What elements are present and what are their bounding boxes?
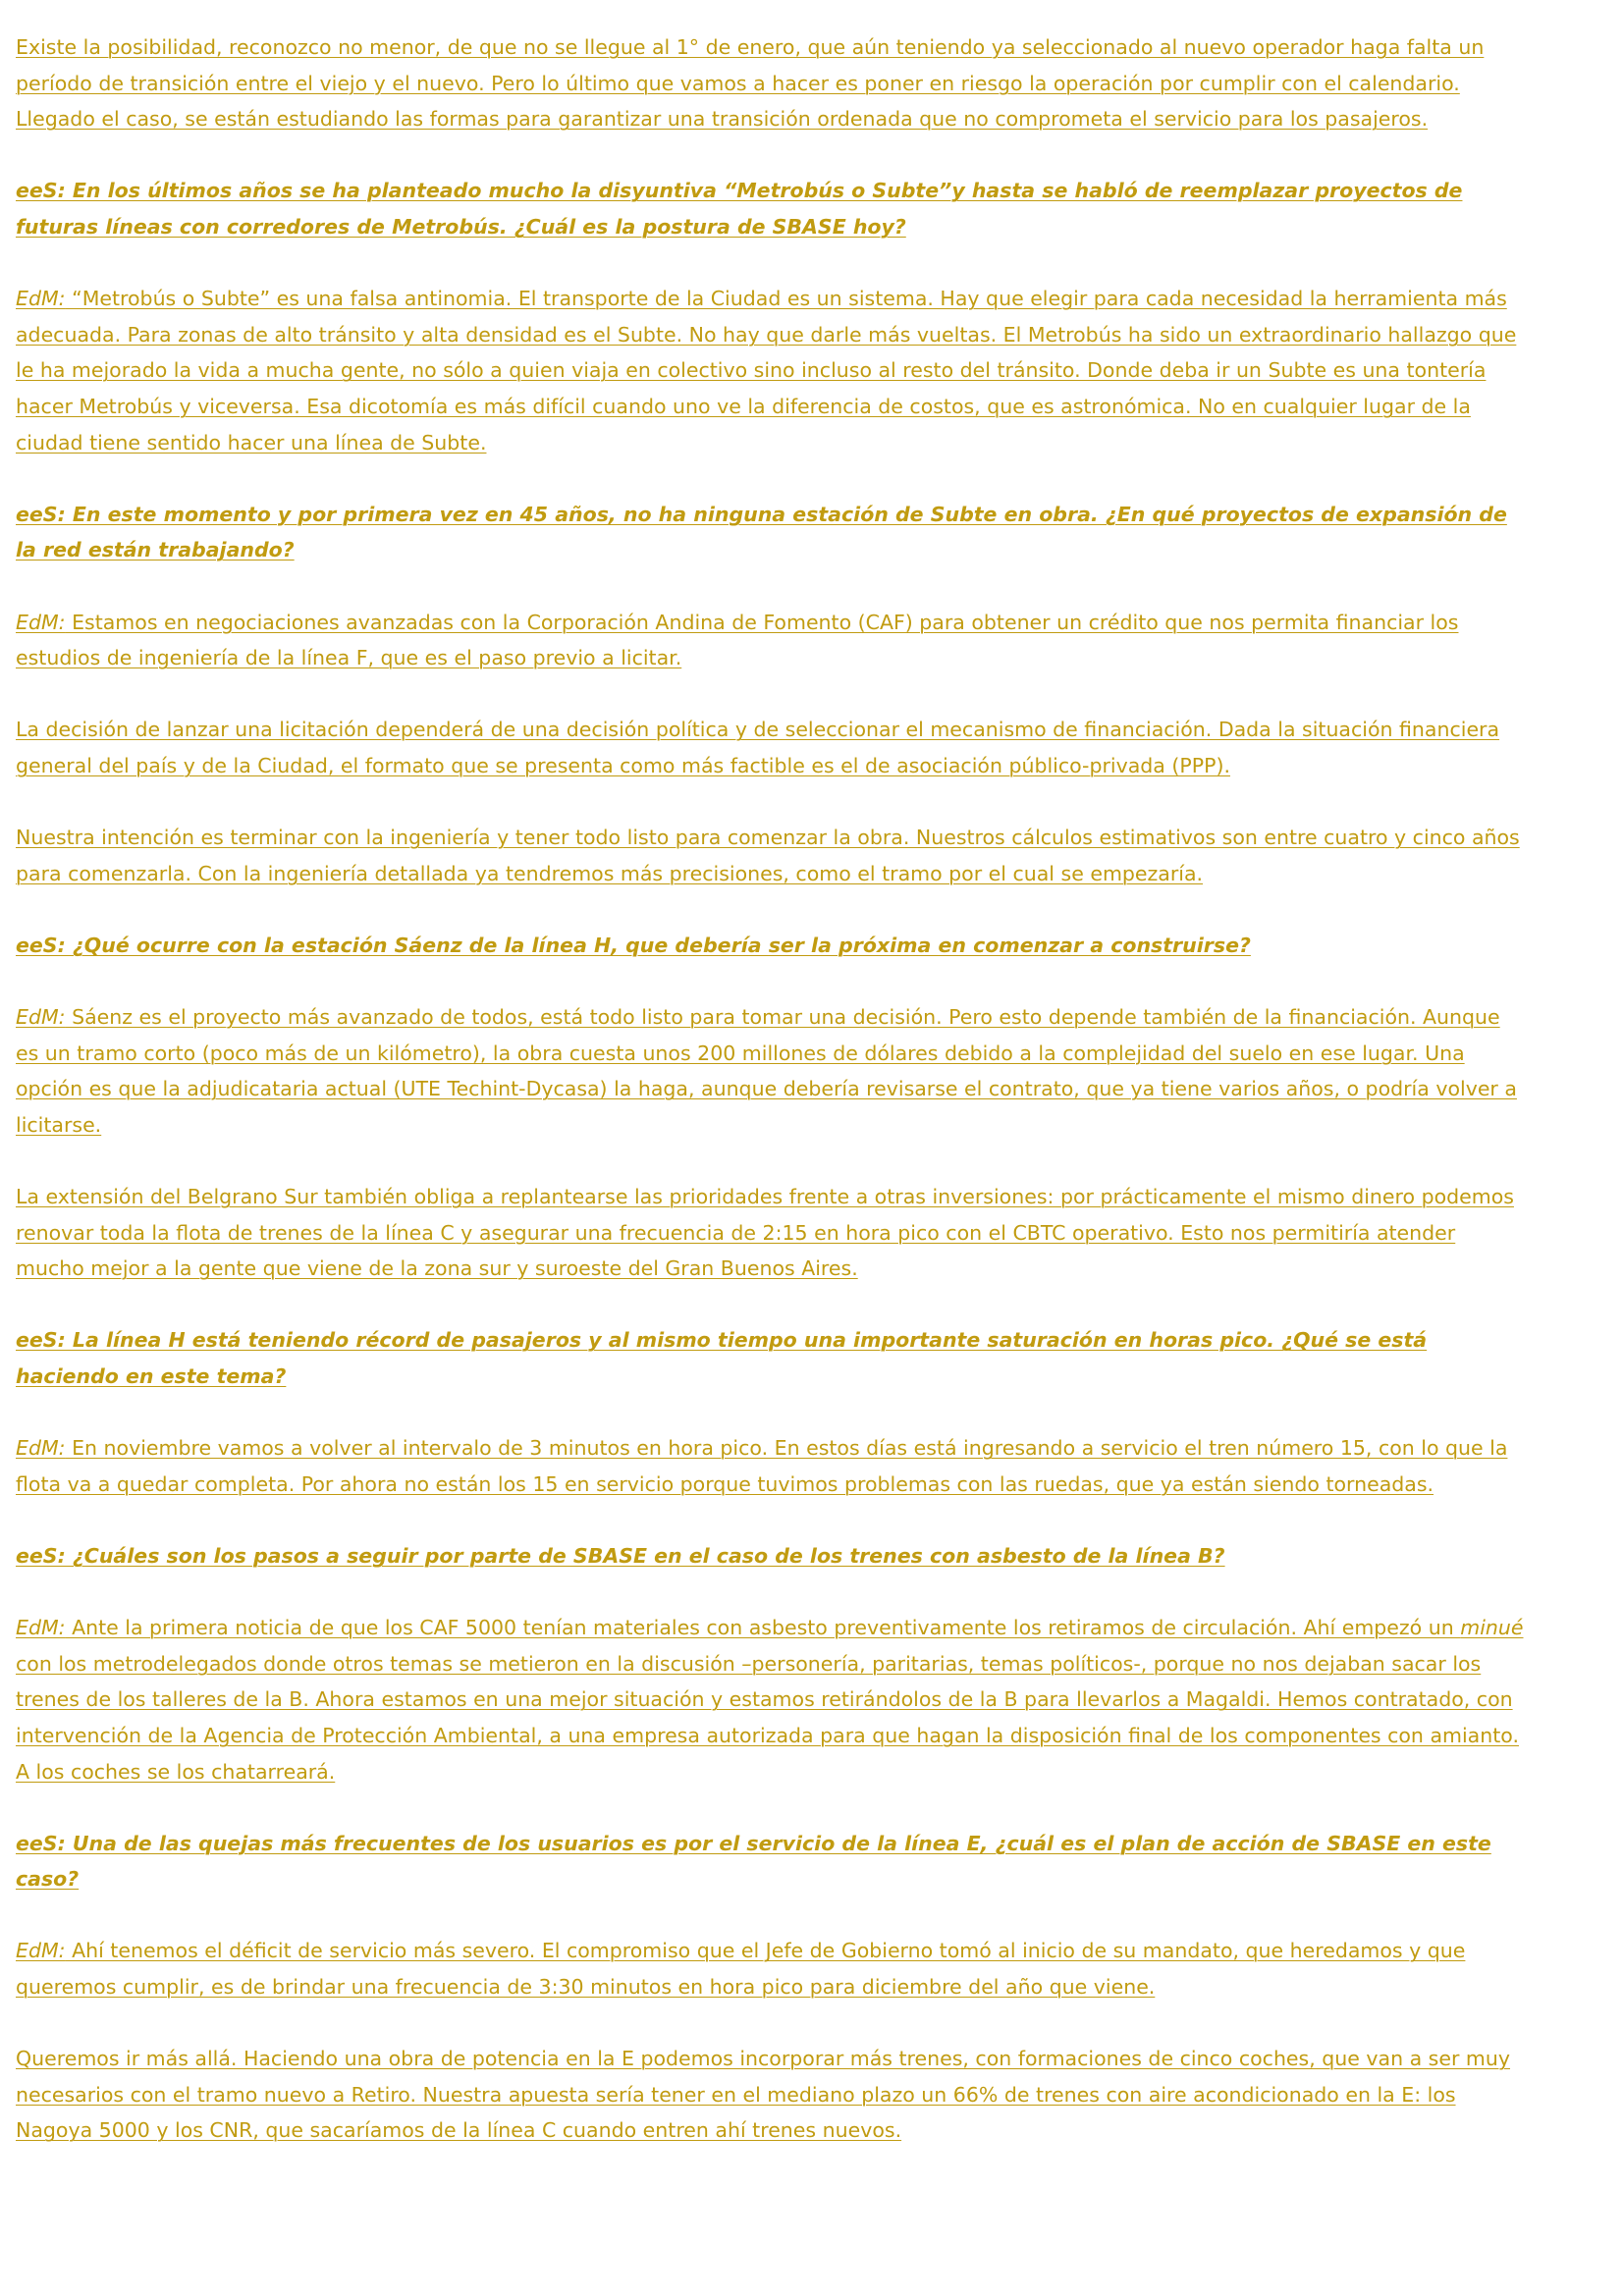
question-text: eeS: ¿Cuáles son los pasos a seguir por parte de SBASE en el caso de los trenes con asbesto de la línea B?	[16, 1543, 1225, 1568]
answer-line-e-service[interactable]	[16, 1933, 1528, 2004]
paragraph-transition[interactable]	[16, 29, 1528, 137]
paragraph-text: La decisión de lanzar una licitación dependerá de una decisión política y de seleccionar el mecanismo de financiación. Dada la situación financiera general del país y de la Ciudad, el formato que se presenta como más factible es el de asociación público-privada (PPP).	[16, 718, 1500, 777]
answer-text: Sáenz es el proyecto más avanzado de todos, está todo listo para tomar una decisión. Pero esto depende también de la financiación. Aunque es un tramo corto (poco más de un kilómetro), la obra cuesta unos 200 millones de dólares debido a la complejidad del suelo en ese lugar. Una opción es que la adjudicataria actual (UTE Techint-Dycasa) la haga, aunque debería revisarse el contrato, que ya tiene varios años, o podría volver a licitarse.	[16, 1005, 1517, 1137]
question-text: eeS: ¿Qué ocurre con la estación Sáenz de la línea H, que debería ser la próxima en comenzar a construirse?	[16, 933, 1251, 957]
answer-text-part-1: Ante la primera noticia de que los CAF 5000 tenían materiales con asbesto preventivamente los retiramos de circulación. Ahí empezó un	[65, 1616, 1461, 1640]
question-asbestos-line-b[interactable]	[16, 1538, 1528, 1575]
answer-saenz-station[interactable]	[16, 999, 1528, 1143]
paragraph-engineering-plan[interactable]	[16, 820, 1528, 891]
answer-text: Estamos en negociaciones avanzadas con la Corporación Andina de Fomento (CAF) para obtener un crédito que nos permita financiar los estudios de ingeniería de la línea F, que es el paso previo a licitar.	[16, 610, 1459, 670]
question-text: eeS: En este momento y por primera vez en 45 años, no ha ninguna estación de Subte en obra. ¿En qué proyectos de expansión de la red están trabajando?	[16, 502, 1507, 562]
paragraph-text: Nuestra intención es terminar con la ingeniería y tener todo listo para comenzar la obra. Nuestros cálculos estimativos son entre cuatro y cinco años para comenzarla. Con la ingeniería detallada ya tendremos más precisiones, como el tramo por el cual se empezaría.	[16, 826, 1520, 885]
paragraph-text: Existe la posibilidad, reconozco no menor, de que no se llegue al 1° de enero, que aún teniendo ya seleccionado al nuevo operador haga falta un período de transición entre el viejo y el nuevo. Pero lo último que vamos a hacer es poner en riesgo la operación por cumplir con el calendario. Llegado el caso, se están estudiando las formas para garantizar una transición ordenada que no comprometa el servicio para los pasajeros.	[16, 35, 1485, 132]
answer-text: Ahí tenemos el déficit de servicio más severo. El compromiso que el Jefe de Gobierno tomó al inicio de su mandato, que heredamos y que queremos cumplir, es de brindar una frecuencia de 3:30 minutos en hora pico para diciembre del año que viene.	[16, 1939, 1466, 2000]
speaker-label: EdM:	[16, 610, 66, 634]
question-expansion-projects[interactable]	[16, 497, 1528, 568]
question-metrobus-or-subte[interactable]	[16, 173, 1528, 244]
answer-expansion-projects[interactable]	[16, 605, 1528, 676]
question-text: eeS: En los últimos años se ha planteado mucho la disyuntiva “Metrobús o Subte”y hasta se habló de reemplazar proyectos de futuras líneas con corredores de Metrobús. ¿Cuál es la postura de SBASE hoy?	[16, 179, 1463, 239]
speaker-label: EdM:	[16, 1939, 66, 1963]
answer-text-part-2: con los metrodelegados donde otros temas se metieron en la discusión –personería, paritarias, temas políticos-, porque no nos dejaban sacar los trenes de los talleres de la B. Ahora estamos en una mejor situación y estamos retirándolos de la B para llevarlos a Magaldi. Hemos contratado, con intervención de la Agencia de Protección Ambiental, a una empresa autorizada para que hagan la disposición final de los componentes con amianto. A los coches se los chatarreará.	[16, 1651, 1519, 1784]
answer-asbestos-line-b[interactable]	[16, 1610, 1528, 1789]
answer-emphasis: minué	[1460, 1616, 1524, 1640]
answer-line-h-saturation[interactable]	[16, 1430, 1528, 1502]
answer-metrobus-or-subte[interactable]	[16, 281, 1528, 460]
question-line-e-service[interactable]	[16, 1826, 1528, 1897]
speaker-label: EdM:	[16, 1616, 66, 1640]
question-text: eeS: Una de las quejas más frecuentes de los usuarios es por el servicio de la línea E, ¿cuál es el plan de acción de SBASE en este caso?	[16, 1831, 1491, 1892]
paragraph-tender-decision[interactable]	[16, 712, 1528, 783]
paragraph-text: Queremos ir más allá. Haciendo una obra de potencia en la E podemos incorporar más trenes, con formaciones de cinco coches, que van a ser muy necesarios con el tramo nuevo a Retiro. Nuestra apuesta sería tener en el mediano plazo un 66% de trenes con aire acondicionado en la E: los Nagoya 5000 y los CNR, que sacaríamos de la línea C cuando entren ahí trenes nuevos.	[16, 2047, 1511, 2143]
answer-text: “Metrobús o Subte” es una falsa antinomia. El transporte de la Ciudad es un sistema. Hay que elegir para cada necesidad la herramienta más adecuada. Para zonas de alto tránsito y alta densidad es el Subte. No hay que darle más vueltas. El Metrobús ha sido un extraordinario hallazgo que le ha mejorado la vida a mucha gente, no sólo a quien viaja en colectivo sino incluso al resto del tránsito. Donde deba ir un Subte es una tontería hacer Metrobús y viceversa. Esa dicotomía es más difícil cuando uno ve la diferencia de costos, que es astronómica. No en cualquier lugar de la ciudad tiene sentido hacer una línea de Subte.	[16, 287, 1517, 454]
speaker-label: EdM:	[16, 1005, 66, 1030]
question-line-h-saturation[interactable]	[16, 1322, 1528, 1394]
paragraph-belgrano-sur[interactable]	[16, 1179, 1528, 1287]
speaker-label: EdM:	[16, 1436, 66, 1461]
speaker-label: EdM:	[16, 287, 66, 311]
paragraph-line-e-plan[interactable]	[16, 2041, 1528, 2149]
article-body	[16, 29, 1528, 2185]
paragraph-text: La extensión del Belgrano Sur también obliga a replantearse las prioridades frente a otras inversiones: por prácticamente el mismo dinero podemos renovar toda la flota de trenes de la línea C y asegurar una frecuencia de 2:15 en hora pico con el CBTC operativo. Esto nos permitiría atender mucho mejor a la gente que viene de la zona sur y suroeste del Gran Buenos Aires.	[16, 1185, 1514, 1281]
question-saenz-station[interactable]	[16, 928, 1528, 964]
answer-text: En noviembre vamos a volver al intervalo de 3 minutos en hora pico. En estos días está ingresando a servicio el tren número 15, con lo que la flota va a quedar completa. Por ahora no están los 15 en servicio porque tuvimos problemas con las ruedas, que ya están siendo torneadas.	[16, 1436, 1508, 1496]
question-text: eeS: La línea H está teniendo récord de pasajeros y al mismo tiempo una importante saturación en horas pico. ¿Qué se está haciendo en este tema?	[16, 1328, 1428, 1388]
